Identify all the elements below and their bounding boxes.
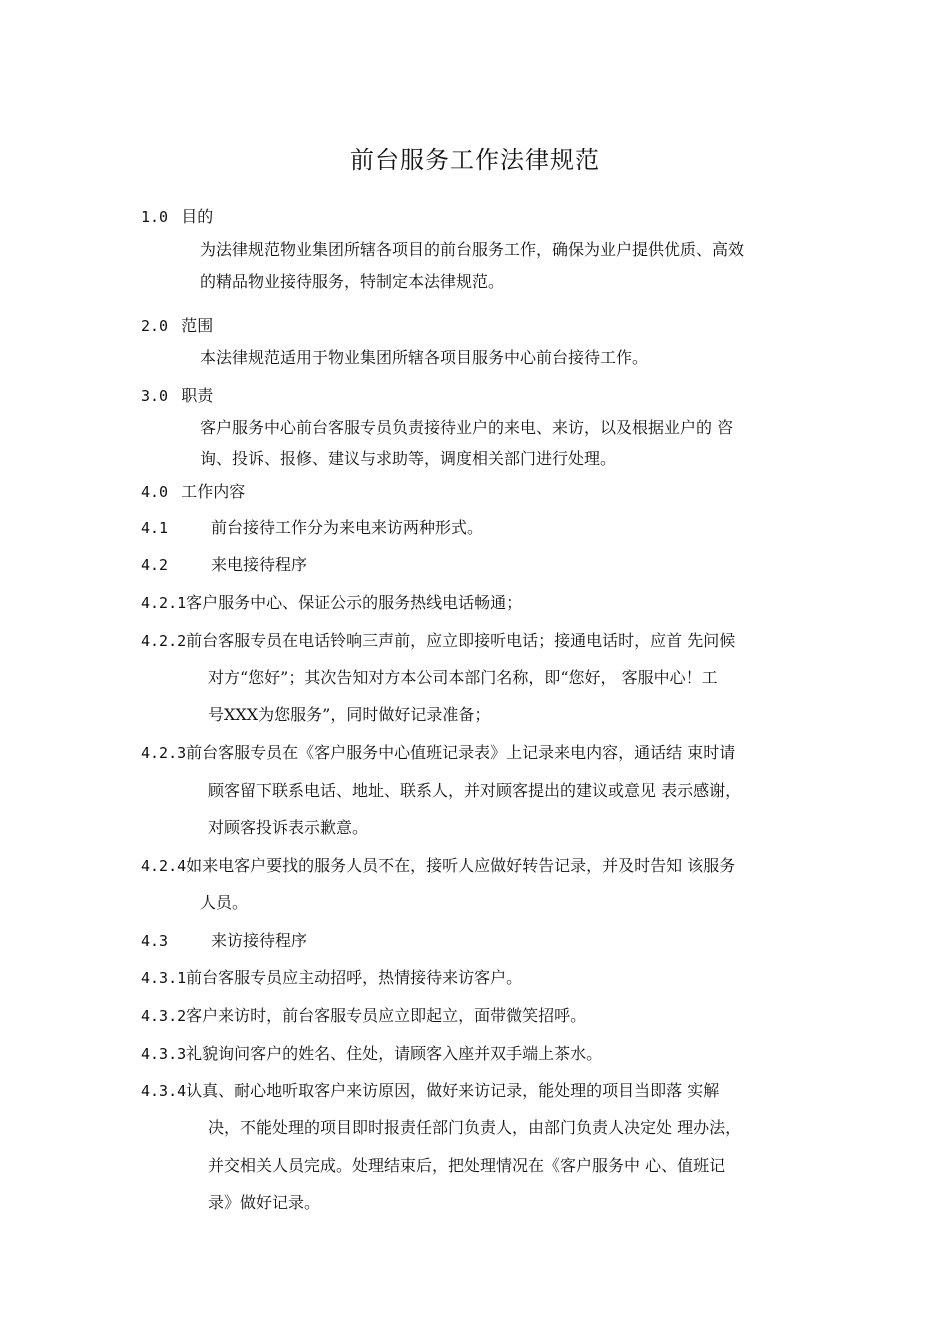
section-heading-1 [141, 207, 213, 227]
paragraph-line: 录》做好记录。 [208, 1193, 321, 1212]
section-number: 1.0 [141, 208, 169, 226]
clause-4-2-3 [141, 743, 735, 763]
section-number: 4.0 [141, 483, 169, 501]
paragraph-line: 人员。 [200, 893, 249, 912]
clause-text: 客户服务中心、保证公示的服务热线电话畅通； [186, 593, 523, 612]
paragraph-line: 对顾客投诉表示歉意。 [208, 818, 369, 837]
clause-text: 来访接待程序 [211, 931, 308, 950]
section-title: 范围 [181, 316, 214, 335]
clause-number: 4.2.1 [141, 594, 187, 612]
section-title: 职责 [181, 386, 214, 405]
clause-4-3-4 [141, 1081, 719, 1101]
clause-4-3-3 [141, 1044, 602, 1064]
clause-number: 4.2.4 [141, 857, 187, 875]
section-heading-2 [141, 316, 213, 336]
clause-text: 前台客服专员在《客户服务中心值班记录表》上记录来电内容，通话结 束时请 [186, 743, 736, 762]
paragraph-line: 客户服务中心前台客服专员负责接待业户的来电、来访，以及根据业户的 咨 [200, 418, 734, 437]
clause-4-3 [141, 931, 307, 951]
clause-number: 4.2 [141, 556, 169, 574]
clause-4-2 [141, 555, 307, 575]
section-number: 3.0 [141, 387, 169, 405]
clause-number: 4.3.1 [141, 969, 187, 987]
clause-4-2-1 [141, 593, 522, 613]
clause-number: 4.3 [141, 932, 169, 950]
document-title: 前台服务工作法律规范 [350, 146, 600, 174]
paragraph-line: 决，不能处理的项目即时报责任部门负责人，由部门负责人决定处 理办法， [208, 1118, 742, 1137]
section-title: 工作内容 [181, 482, 246, 501]
clause-number: 4.2.3 [141, 744, 187, 762]
clause-text: 前台客服专员应主动招呼，热情接待来访客户。 [186, 968, 523, 987]
clause-number: 4.1 [141, 519, 169, 537]
section-heading-3 [141, 386, 213, 406]
clause-text: 前台客服专员在电话铃响三声前，应立即接听电话；接通电话时，应首 先问候 [186, 631, 736, 650]
clause-text: 认真、耐心地听取客户来访原因，做好来访记录，能处理的项目当即落 实解 [186, 1081, 720, 1100]
section-title: 目的 [181, 207, 214, 226]
clause-4-2-2 [141, 631, 735, 651]
paragraph-line: 并交相关人员完成。处理结束后，把处理情况在《客户服务中 心、值班记 [208, 1156, 726, 1175]
clause-text: 礼貌询问客户的姓名、住处，请顾客入座并双手端上茶水。 [186, 1044, 603, 1063]
paragraph-line: 为法律规范物业集团所辖各项目的前台服务工作，确保为业户提供优质、高效 [200, 240, 745, 259]
clause-number: 4.3.3 [141, 1045, 187, 1063]
clause-4-2-4 [141, 856, 735, 876]
clause-number: 4.2.2 [141, 632, 187, 650]
clause-4-1 [141, 518, 483, 538]
paragraph-line: 对方“您好”；其次告知对方本公司本部门名称，即“您好， 客服中心！工 [208, 668, 718, 687]
clause-number: 4.3.2 [141, 1007, 187, 1025]
clause-4-3-1 [141, 968, 522, 988]
section-number: 2.0 [141, 317, 169, 335]
section-heading-4 [141, 482, 245, 502]
paragraph-line: 的精品物业接待服务，特制定本法律规范。 [200, 272, 505, 291]
paragraph-line: 本法律规范适用于物业集团所辖各项目服务中心前台接待工作。 [200, 348, 649, 367]
paragraph-line: 号XXX为您服务”，同时做好记录准备； [208, 705, 491, 724]
paragraph-line: 顾客留下联系电话、地址、联系人，并对顾客提出的建议或意见 表示感谢， [208, 781, 742, 800]
clause-text: 来电接待程序 [211, 555, 308, 574]
clause-text: 客户来访时，前台客服专员应立即起立，面带微笑招呼。 [186, 1006, 587, 1025]
clause-4-3-2 [141, 1006, 586, 1026]
clause-text: 前台接待工作分为来电来访两种形式。 [211, 518, 484, 537]
clause-number: 4.3.4 [141, 1082, 187, 1100]
paragraph-line: 询、投诉、报修、建议与求助等，调度相关部门进行处理。 [200, 449, 617, 468]
clause-text: 如来电客户要找的服务人员不在，接听人应做好转告记录，并及时告知 该服务 [186, 856, 736, 875]
